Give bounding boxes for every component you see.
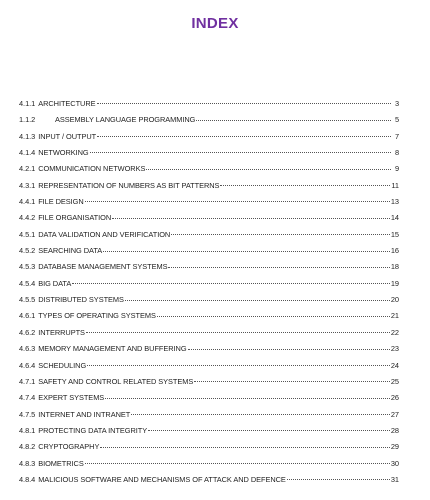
toc-entry-title: BIOMETRICS (38, 458, 84, 468)
toc-entry-title: ASSEMBLY LANGUAGE PROGRAMMING (55, 115, 196, 125)
toc-entry-page-number: 11 (391, 180, 399, 190)
toc-entry-page-number: 3 (394, 99, 399, 108)
toc-dot-leader (125, 300, 390, 301)
toc-entry-title: DATABASE MANAGEMENT SYSTEMS (38, 262, 168, 272)
toc-entry-page-number: 20 (390, 295, 399, 305)
toc-dot-leader (90, 152, 391, 153)
toc-dot-leader (171, 234, 390, 235)
toc-dot-leader (97, 136, 391, 137)
toc-dot-leader (146, 169, 391, 170)
toc-dot-leader (188, 349, 390, 350)
toc-entry-title: MALICIOUS SOFTWARE AND MECHANISMS OF ATTACK AND DEFENCE (38, 474, 286, 484)
toc-entry-number: 4.2.1 (19, 164, 36, 174)
toc-entry-title: INPUT / OUTPUT (38, 131, 97, 141)
toc-entry[interactable] (19, 96, 399, 112)
toc-entry-number: 4.7.5 (19, 409, 36, 419)
toc-entry-number: 4.8.4 (19, 474, 36, 484)
toc-entry-title: BIG DATA (38, 278, 72, 288)
toc-dot-leader (196, 120, 391, 121)
toc-entry[interactable] (19, 456, 399, 472)
toc-entry-title: CRYPTOGRAPHY (38, 442, 100, 452)
toc-dot-leader (112, 218, 390, 219)
toc-entry-number: 4.7.1 (19, 376, 36, 386)
toc-entry-title: PROTECTING DATA INTEGRITY (38, 425, 148, 435)
toc-entry-number: 4.4.1 (19, 197, 36, 207)
toc-entry[interactable] (19, 423, 399, 439)
toc-entry-title: REPRESENTATION OF NUMBERS AS BIT PATTERNS (38, 180, 220, 190)
toc-entry[interactable] (19, 276, 399, 292)
toc-entry[interactable] (19, 243, 399, 259)
toc-dot-leader (85, 463, 390, 464)
toc-entry-page-number: 26 (390, 393, 399, 403)
toc-dot-leader (287, 479, 390, 480)
toc-entry-number: 4.5.4 (19, 278, 36, 288)
toc-entry[interactable] (19, 374, 399, 390)
toc-entry-page-number: 13 (390, 197, 399, 207)
toc-entry-number: 4.5.2 (19, 246, 36, 256)
toc-entry-title: DISTRIBUTED SYSTEMS (38, 295, 124, 305)
toc-entry-number: 1.1.2 (19, 115, 36, 125)
toc-entry[interactable] (19, 129, 399, 145)
toc-entry-title: DATA VALIDATION AND VERIFICATION (38, 229, 171, 239)
toc-entry-page-number: 15 (390, 229, 399, 239)
toc-entry[interactable] (19, 194, 399, 210)
toc-entry-number: 4.8.2 (19, 442, 36, 452)
toc-entry-page-number: 28 (390, 425, 399, 435)
toc-dot-leader (100, 447, 390, 448)
toc-entry-number: 4.1.1 (19, 99, 36, 108)
toc-entry-page-number: 16 (390, 246, 399, 256)
toc-dot-leader (86, 332, 390, 333)
toc-dot-leader (72, 283, 390, 284)
toc-entry-title: MEMORY MANAGEMENT AND BUFFERING (38, 344, 187, 354)
toc-dot-leader (87, 365, 390, 366)
page-title: INDEX (191, 15, 239, 32)
toc-entry-title: INTERRUPTS (38, 327, 85, 337)
toc-entry-page-number: 19 (390, 278, 399, 288)
toc-dot-leader (131, 414, 390, 415)
toc-entry-page-number: 8 (394, 148, 399, 158)
toc-dot-leader (194, 381, 390, 382)
toc-entry-number: 4.6.3 (19, 344, 36, 354)
toc-entry[interactable] (19, 145, 399, 161)
toc-entry-title: FILE ORGANISATION (38, 213, 112, 223)
toc-entry[interactable] (19, 407, 399, 423)
toc-entry[interactable] (19, 292, 399, 308)
toc-entry[interactable] (19, 210, 399, 226)
toc-entry-title: INTERNET AND INTRANET (38, 409, 131, 419)
toc-entry-number: 4.5.5 (19, 295, 36, 305)
toc-entry-number: 4.1.3 (19, 131, 36, 141)
toc-entry-title: SEARCHING DATA (38, 246, 103, 256)
toc-entry[interactable] (19, 308, 399, 324)
toc-entry[interactable] (19, 390, 399, 406)
toc-entry-title: TYPES OF OPERATING SYSTEMS (38, 311, 156, 321)
toc-entry-title: ARCHITECTURE (38, 99, 96, 108)
toc-entry[interactable] (19, 161, 399, 177)
toc-entry-number: 4.8.1 (19, 425, 36, 435)
toc-entry[interactable] (19, 341, 399, 357)
toc-entry-number: 4.6.2 (19, 327, 36, 337)
toc-entry-page-number: 21 (390, 311, 399, 321)
toc-entry-number: 4.1.4 (19, 148, 36, 158)
toc-entry-page-number: 30 (390, 458, 399, 468)
toc-entry[interactable] (19, 325, 399, 341)
toc-dot-leader (105, 398, 390, 399)
toc-entry-page-number: 7 (394, 131, 399, 141)
toc-entry-title: COMMUNICATION NETWORKS (38, 164, 146, 174)
toc-entry[interactable] (19, 227, 399, 243)
toc-entry-number: 4.3.1 (19, 180, 36, 190)
toc-entry-number: 4.4.2 (19, 213, 36, 223)
toc-entry[interactable] (19, 112, 399, 128)
toc-dot-leader (97, 103, 392, 104)
toc-entry-page-number: 24 (390, 360, 399, 370)
toc-entry-number: 4.8.3 (19, 458, 36, 468)
toc-entry-number: 4.5.3 (19, 262, 36, 272)
toc-entry-number: 4.7.4 (19, 393, 36, 403)
toc-entry-page-number: 27 (390, 409, 399, 419)
toc-entry[interactable] (19, 472, 399, 488)
toc-entry-title: EXPERT SYSTEMS (38, 393, 105, 403)
table-of-contents (19, 96, 399, 488)
toc-entry[interactable] (19, 259, 399, 275)
toc-entry-number: 4.5.1 (19, 229, 36, 239)
toc-entry-page-number: 22 (390, 327, 399, 337)
toc-entry-title: SAFETY AND CONTROL RELATED SYSTEMS (38, 376, 194, 386)
toc-dot-leader (168, 267, 389, 268)
toc-entry-page-number: 25 (390, 376, 399, 386)
toc-entry[interactable] (19, 439, 399, 455)
toc-entry-page-number: 31 (390, 474, 399, 484)
toc-entry-page-number: 9 (394, 164, 399, 174)
toc-entry-title: FILE DESIGN (38, 197, 84, 207)
toc-entry-title: NETWORKING (38, 148, 89, 158)
toc-entry-page-number: 29 (390, 442, 399, 452)
toc-entry-number: 4.6.4 (19, 360, 36, 370)
toc-entry-page-number: 18 (390, 262, 399, 272)
toc-entry-title: SCHEDULING (38, 360, 87, 370)
toc-entry-page-number: 5 (394, 115, 399, 125)
toc-entry[interactable] (19, 178, 399, 194)
toc-entry-page-number: 14 (390, 213, 399, 223)
toc-dot-leader (220, 185, 390, 186)
toc-entry-number: 4.6.1 (19, 311, 36, 321)
toc-dot-leader (148, 430, 390, 431)
toc-dot-leader (85, 201, 390, 202)
toc-entry[interactable] (19, 358, 399, 374)
toc-entry-page-number: 23 (390, 344, 399, 354)
toc-dot-leader (103, 251, 390, 252)
toc-dot-leader (157, 316, 390, 317)
